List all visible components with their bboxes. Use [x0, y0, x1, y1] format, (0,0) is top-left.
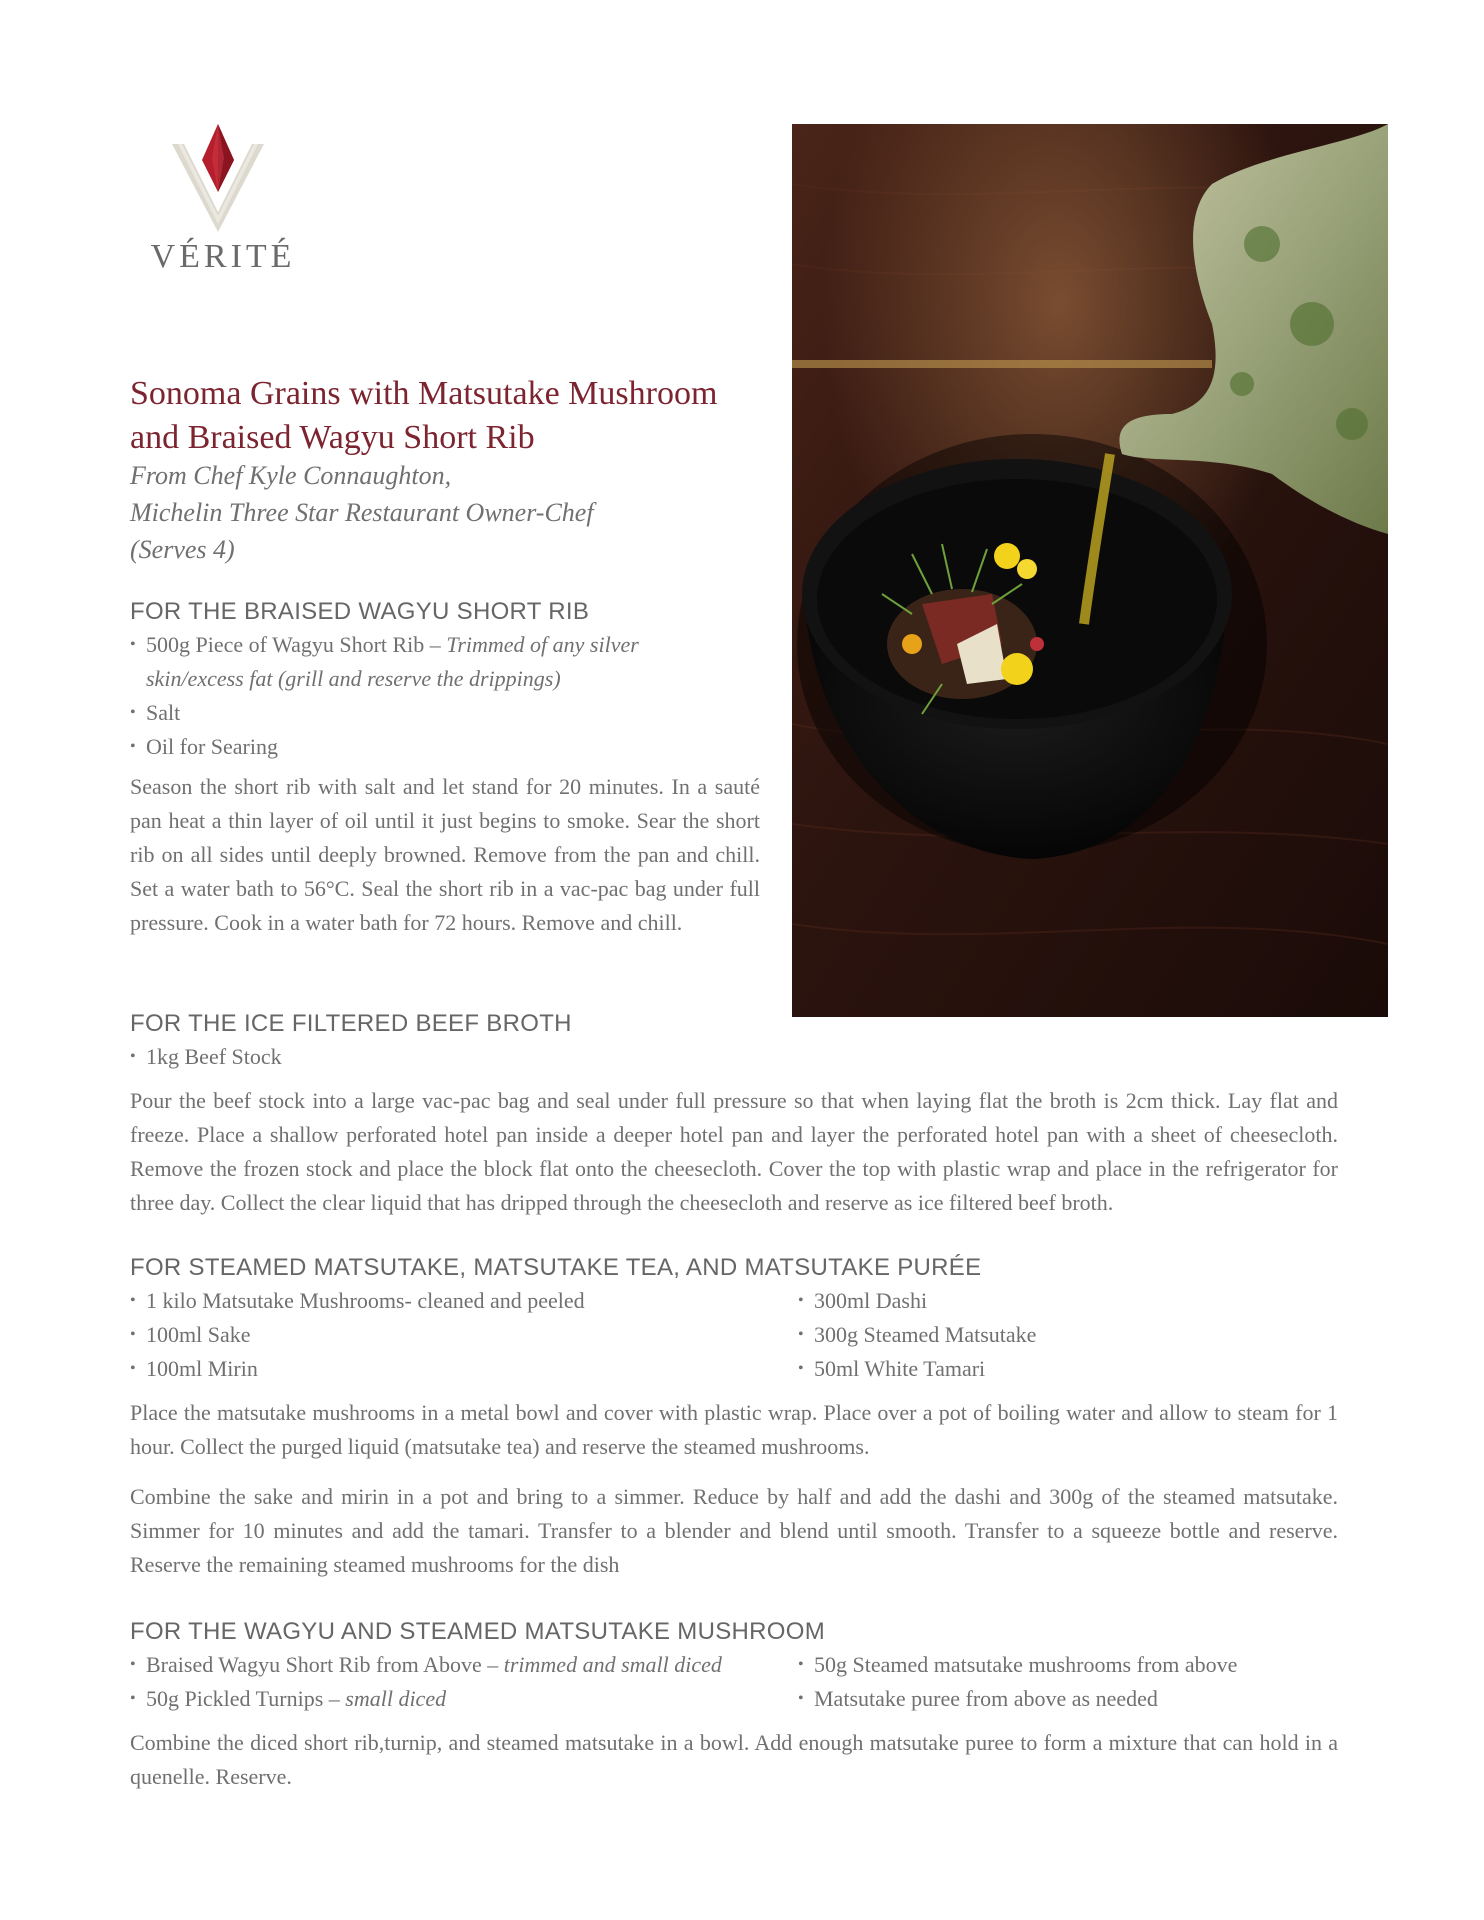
list-item: • 1kg Beef Stock	[130, 1040, 282, 1074]
recipe-title-line1: Sonoma Grains with Matsutake Mushroom	[130, 375, 718, 412]
list-item: • 300ml Dashi	[798, 1284, 1036, 1318]
recipe-byline	[130, 457, 770, 568]
list-item: • 100ml Sake	[130, 1318, 585, 1352]
broth-heading: FOR THE ICE FILTERED BEEF BROTH	[130, 1010, 572, 1037]
dish-photo	[792, 124, 1388, 1017]
v-diamond-logo-icon	[168, 120, 278, 235]
short-rib-ingredients	[130, 628, 639, 764]
list-item: • 50g Steamed matsutake mushrooms from above	[798, 1648, 1237, 1682]
broth-ingredients	[130, 1040, 282, 1074]
verite-logo	[128, 120, 318, 280]
list-item: • Salt	[130, 696, 639, 730]
brand-name: VÉRITÉ	[150, 238, 296, 275]
recipe-title	[130, 372, 770, 460]
chef-title: Michelin Three Star Restaurant Owner-Chef	[130, 498, 594, 527]
list-item: • 500g Piece of Wagyu Short Rib – Trimmed of any silver skin/excess fat (grill and reserve the drippings)	[130, 628, 639, 696]
list-item: • 50ml White Tamari	[798, 1352, 1036, 1386]
list-item: • Oil for Searing	[130, 730, 639, 764]
short-rib-method: Season the short rib with salt and let stand for 20 minutes. In a sauté pan heat a thin layer of oil until it just begins to smoke. Sear the short rib on all sides until deeply browned. Remove from the pan and chill. Set a water bath to 56°C. Seal the short rib in a vac-pac bag under full pressure. Cook in a water bath for 72 hours. Remove and chill.	[130, 774, 760, 935]
list-item: • Matsutake puree from above as needed	[798, 1682, 1237, 1716]
list-item: • 100ml Mirin	[130, 1352, 585, 1386]
broth-method: Pour the beef stock into a large vac-pac bag and seal under full pressure so that when laying flat the broth is 2cm thick. Lay flat and freeze. Place a shallow perforated hotel pan inside a deeper hotel pan and layer the perforated hotel pan with a sheet of cheesecloth. Remove the frozen stock and place the block flat onto the cheesecloth. Cover the top with plastic wrap and place in the refrigerator for three day. Collect the clear liquid that has dripped through the cheesecloth and reserve as ice filtered beef broth.	[130, 1088, 1338, 1215]
wagyu-mushroom-heading: FOR THE WAGYU AND STEAMED MATSUTAKE MUSHROOM	[130, 1618, 826, 1645]
list-item: • 50g Pickled Turnips – small diced	[130, 1682, 722, 1716]
wagyu-mushroom-ingredients-left	[130, 1648, 722, 1716]
list-item: • 300g Steamed Matsutake	[798, 1318, 1036, 1352]
dish-photo-icon	[792, 124, 1388, 1017]
serving-count: (Serves 4)	[130, 535, 235, 564]
wagyu-mushroom-method: Combine the diced short rib,turnip, and steamed matsutake in a bowl. Add enough matsutake puree to form a mixture that can hold in a quenelle. Reserve.	[130, 1730, 1338, 1789]
list-item: • 1 kilo Matsutake Mushrooms- cleaned and peeled	[130, 1284, 585, 1318]
list-item: • Braised Wagyu Short Rib from Above – trimmed and small diced	[130, 1648, 722, 1682]
matsutake-ingredients-right	[798, 1284, 1036, 1386]
short-rib-heading: FOR THE BRAISED WAGYU SHORT RIB	[130, 598, 590, 625]
matsutake-tea-method: Place the matsutake mushrooms in a metal bowl and cover with plastic wrap. Place over a pot of boiling water and allow to steam for 1 hour. Collect the purged liquid (matsutake tea) and reserve the steamed mushrooms.	[130, 1400, 1338, 1459]
recipe-title-line2: and Braised Wagyu Short Rib	[130, 419, 535, 456]
matsutake-puree-method: Combine the sake and mirin in a pot and bring to a simmer. Reduce by half and add the dashi and 300g of the steamed matsutake. Simmer for 10 minutes and add the tamari. Transfer to a blender and blend until smooth. Transfer to a squeeze bottle and reserve. Reserve the remaining steamed mushrooms for the dish	[130, 1484, 1338, 1577]
matsutake-ingredients-left	[130, 1284, 585, 1386]
chef-name: From Chef Kyle Connaughton,	[130, 461, 452, 490]
wagyu-mushroom-ingredients-right	[798, 1648, 1237, 1716]
matsutake-heading: FOR STEAMED MATSUTAKE, MATSUTAKE TEA, AND MATSUTAKE PURÉE	[130, 1254, 982, 1281]
